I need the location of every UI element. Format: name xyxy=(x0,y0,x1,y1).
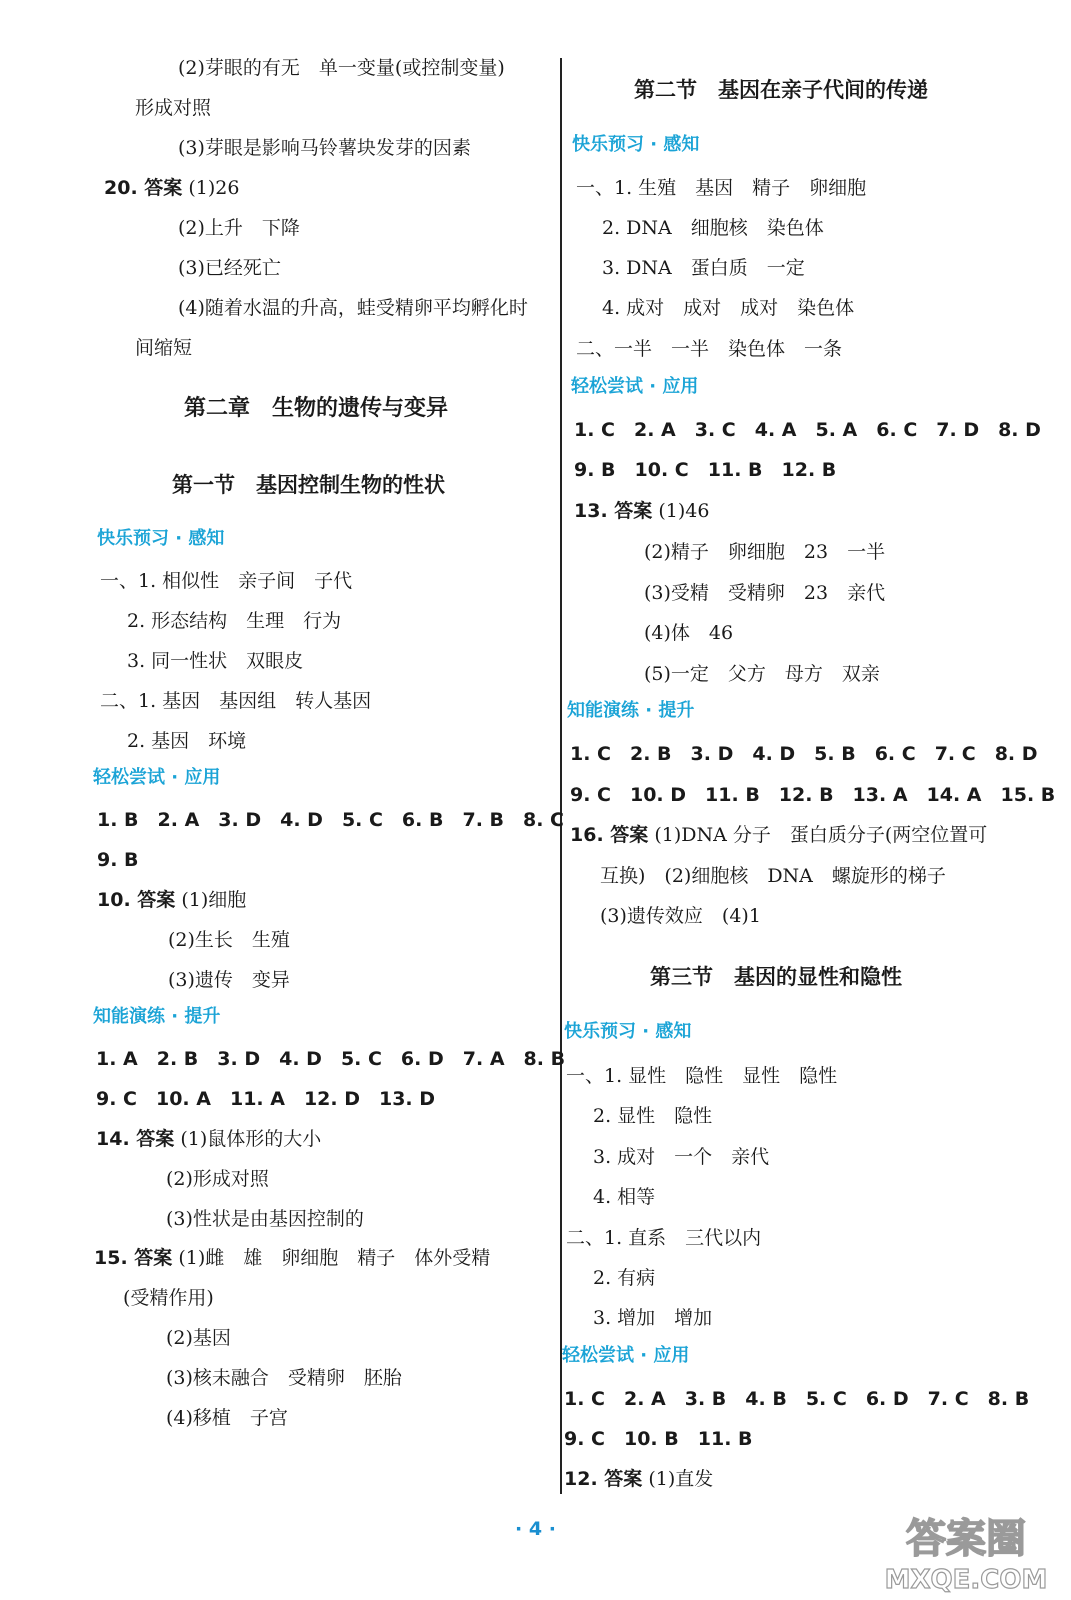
q20-number: 20. 答案 xyxy=(104,177,183,199)
q14-number: 14. 答案 xyxy=(96,1128,175,1150)
q15-part1-cont: (受精作用) xyxy=(123,1287,214,1309)
q16-number: 16. 答案 xyxy=(570,824,649,846)
section3-try-answers: 9. C 10. B 11. B xyxy=(564,1428,753,1450)
q16-part2: (3)遗传效应 (4)1 xyxy=(600,905,761,927)
q20-part1: (1)26 xyxy=(182,177,240,199)
q20-part2: (2)上升 下降 xyxy=(178,217,300,239)
watermark-logo-text: 答案圈 xyxy=(906,1516,1026,1562)
q12-answer xyxy=(564,1466,713,1492)
section1-title: 第一节 基因控制生物的性状 xyxy=(172,473,445,497)
q14-part3: (3)性状是由基因控制的 xyxy=(166,1208,364,1230)
section1-try-answers: 9. B xyxy=(97,849,139,871)
section3-try-heading: 轻松尝试 · 应用 xyxy=(562,1345,690,1366)
q19-part3: (3)芽眼是影响马铃薯块发芽的因素 xyxy=(178,137,471,159)
q19-part2-cont: 形成对照 xyxy=(135,97,212,119)
section3-pre-line: 4. 相等 xyxy=(593,1186,656,1208)
section3-pre-line: 3. 增加 增加 xyxy=(593,1307,713,1329)
section1-pre-line: 2. 形态结构 生理 行为 xyxy=(127,610,342,632)
q10-answer xyxy=(97,887,246,913)
q20-part4: (4)随着水温的升高，蛙受精卵平均孵化时 xyxy=(178,297,528,319)
q16-part1-cont: 互换) (2)细胞核 DNA 螺旋形的梯子 xyxy=(600,865,946,887)
q15-answer xyxy=(94,1245,490,1271)
q10-part3: (3)遗传 变异 xyxy=(168,969,290,991)
q13-part4: (4)体 46 xyxy=(644,622,734,644)
section3-title: 第三节 基因的显性和隐性 xyxy=(650,965,902,989)
section2-skill-answers: 9. C 10. D 11. B 12. B 13. A 14. A 15. B xyxy=(570,784,1056,806)
section1-skill-answers: 1. A 2. B 3. D 4. D 5. C 6. D 7. A 8. B xyxy=(96,1048,566,1070)
section1-pre-line: 二、1. 基因 基因组 转人基因 xyxy=(100,690,372,712)
section1-skill-answers: 9. C 10. A 11. A 12. D 13. D xyxy=(96,1088,436,1110)
q16-answer xyxy=(570,822,987,848)
q14-part1: (1)鼠体形的大小 xyxy=(174,1128,322,1150)
page-number: · 4 · xyxy=(515,1518,556,1540)
section2-preview-heading: 快乐预习 · 感知 xyxy=(572,134,700,155)
q13-part5: (5)一定 父方 母方 双亲 xyxy=(644,663,880,685)
column-divider xyxy=(560,58,562,1494)
q13-part2: (2)精子 卵细胞 23 一半 xyxy=(644,541,886,563)
section3-pre-line: 3. 成对 一个 亲代 xyxy=(593,1146,770,1168)
section2-pre-line: 3. DNA 蛋白质 一定 xyxy=(602,257,805,279)
q15-part1: (1)雌 雄 卵细胞 精子 体外受精 xyxy=(172,1247,491,1269)
q15-part3: (3)核未融合 受精卵 胚胎 xyxy=(166,1367,402,1389)
watermark-url: MXQE.COM xyxy=(884,1565,1048,1594)
q10-number: 10. 答案 xyxy=(97,889,176,911)
section3-try-answers: 1. C 2. A 3. B 4. B 5. C 6. D 7. C 8. B xyxy=(564,1388,1030,1410)
section2-skill-answers: 1. C 2. B 3. D 4. D 5. B 6. C 7. C 8. D xyxy=(570,743,1038,765)
q14-part2: (2)形成对照 xyxy=(166,1168,269,1190)
q15-part4: (4)移植 子宫 xyxy=(166,1407,288,1429)
chapter-title: 第二章 生物的遗传与变异 xyxy=(184,396,449,421)
q20-answer xyxy=(104,175,239,201)
q10-part1: (1)细胞 xyxy=(175,889,247,911)
section2-title: 第二节 基因在亲子代间的传递 xyxy=(634,78,928,102)
section1-preview-heading: 快乐预习 · 感知 xyxy=(97,528,225,549)
q19-part2: (2)芽眼的有无 单一变量(或控制变量) xyxy=(178,57,505,79)
watermark-logo xyxy=(868,1510,1064,1594)
section1-pre-line: 一、1. 相似性 亲子间 子代 xyxy=(100,570,353,592)
q13-answer xyxy=(574,498,709,524)
q10-part2: (2)生长 生殖 xyxy=(168,929,290,951)
section3-pre-line: 2. 有病 xyxy=(593,1267,656,1289)
section1-skill-heading: 知能演练 · 提升 xyxy=(93,1006,221,1027)
section2-skill-heading: 知能演练 · 提升 xyxy=(567,700,695,721)
q12-number: 12. 答案 xyxy=(564,1468,643,1490)
section1-pre-line: 2. 基因 环境 xyxy=(127,730,247,752)
q20-part3: (3)已经死亡 xyxy=(178,257,281,279)
q15-number: 15. 答案 xyxy=(94,1247,173,1269)
section2-try-answers: 9. B 10. C 11. B 12. B xyxy=(574,459,837,481)
q14-answer xyxy=(96,1126,321,1152)
q15-part2: (2)基因 xyxy=(166,1327,231,1349)
section1-try-heading: 轻松尝试 · 应用 xyxy=(93,767,221,788)
section2-try-answers: 1. C 2. A 3. C 4. A 5. A 6. C 7. D 8. D xyxy=(574,419,1041,441)
section1-try-answers: 1. B 2. A 3. D 4. D 5. C 6. B 7. B 8. C xyxy=(97,809,565,831)
q20-part4-cont: 间缩短 xyxy=(135,337,193,359)
section3-pre-line: 二、1. 直系 三代以内 xyxy=(566,1227,762,1249)
section2-pre-line: 一、1. 生殖 基因 精子 卵细胞 xyxy=(576,177,867,199)
q12-part1: (1)直发 xyxy=(642,1468,714,1490)
section2-pre-line: 4. 成对 成对 成对 染色体 xyxy=(602,297,855,319)
section2-pre-line: 2. DNA 细胞核 染色体 xyxy=(602,217,824,239)
section1-pre-line: 3. 同一性状 双眼皮 xyxy=(127,650,304,672)
q16-part1: (1)DNA 分子 蛋白质分子(两空位置可 xyxy=(648,824,988,846)
q13-part1: (1)46 xyxy=(652,500,710,522)
q13-number: 13. 答案 xyxy=(574,500,653,522)
section3-pre-line: 2. 显性 隐性 xyxy=(593,1105,713,1127)
section3-preview-heading: 快乐预习 · 感知 xyxy=(564,1021,692,1042)
q13-part3: (3)受精 受精卵 23 亲代 xyxy=(644,582,886,604)
section2-pre-line: 二、一半 一半 染色体 一条 xyxy=(576,338,843,360)
section2-try-heading: 轻松尝试 · 应用 xyxy=(571,376,699,397)
section3-pre-line: 一、1. 显性 隐性 显性 隐性 xyxy=(566,1065,838,1087)
